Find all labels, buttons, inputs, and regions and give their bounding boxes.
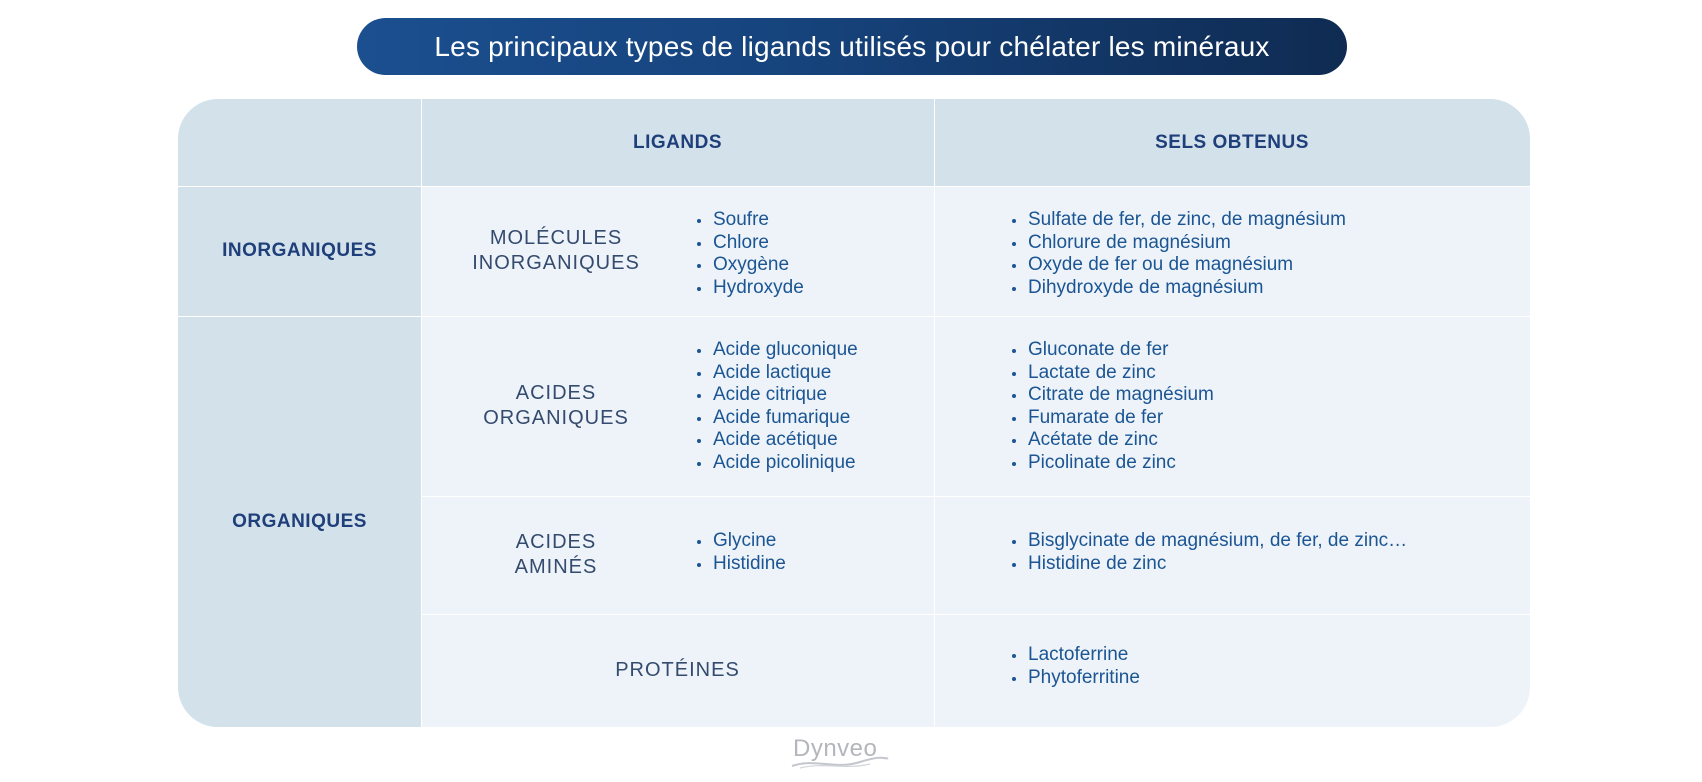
ligands-table xyxy=(178,99,1530,727)
group-label-molecules-inorganiques xyxy=(421,186,691,316)
list-item: Acide lactique xyxy=(695,362,858,385)
list-item: Acétate de zinc xyxy=(1010,429,1214,452)
list-item: Acide picolinique xyxy=(695,452,858,475)
list-item: Phytoferritine xyxy=(1010,667,1140,690)
list-item: Acide acétique xyxy=(695,429,858,452)
list-item: Picolinate de zinc xyxy=(1010,452,1214,475)
list-item: Lactate de zinc xyxy=(1010,362,1214,385)
group-label-line: INORGANIQUES xyxy=(472,252,640,274)
ligand-list xyxy=(695,209,804,299)
salt-list xyxy=(1010,644,1140,689)
list-item: Soufre xyxy=(695,209,804,232)
wave-swoosh-icon xyxy=(790,756,890,770)
header-ligands: LIGANDS xyxy=(633,131,722,153)
list-item: Chlore xyxy=(695,232,804,255)
logo-wordmark: Dynveo xyxy=(793,735,878,762)
salt-list xyxy=(1010,209,1346,299)
group-label-line: ACIDES xyxy=(515,531,597,553)
dynveo-logo xyxy=(760,732,910,772)
column-divider xyxy=(934,99,935,727)
list-item: Oxyde de fer ou de magnésium xyxy=(1010,254,1346,277)
page-title: Les principaux types de ligands utilisés pour chélater les minéraux xyxy=(357,18,1347,75)
list-item: Oxygène xyxy=(695,254,804,277)
group-label-line: PROTÉINES xyxy=(615,659,740,681)
list-item: Gluconate de fer xyxy=(1010,339,1214,362)
list-item: Lactoferrine xyxy=(1010,644,1140,667)
group-label-line: ORGANIQUES xyxy=(483,407,629,429)
list-item: Citrate de magnésium xyxy=(1010,384,1214,407)
list-item: Acide gluconique xyxy=(695,339,858,362)
group-label-acides-organiques xyxy=(421,316,691,496)
salt-list xyxy=(1010,530,1407,575)
category-inorganiques: INORGANIQUES xyxy=(222,240,377,261)
list-item: Chlorure de magnésium xyxy=(1010,232,1346,255)
ligand-list xyxy=(695,339,858,474)
group-label-line: ACIDES xyxy=(515,382,597,404)
list-item: Hydroxyde xyxy=(695,277,804,300)
list-item: Histidine de zinc xyxy=(1010,553,1407,576)
group-label-line: AMINÉS xyxy=(514,556,598,578)
category-organiques: ORGANIQUES xyxy=(232,510,367,532)
group-label-proteines xyxy=(421,614,934,727)
list-item: Bisglycinate de magnésium, de fer, de zinc… xyxy=(1010,530,1407,553)
group-label-acides-amines xyxy=(421,496,691,614)
group-label-line: MOLÉCULES xyxy=(489,227,623,249)
list-item: Acide citrique xyxy=(695,384,858,407)
salt-list xyxy=(1010,339,1214,474)
list-item: Sulfate de fer, de zinc, de magnésium xyxy=(1010,209,1346,232)
ligand-list xyxy=(695,530,786,575)
list-item: Glycine xyxy=(695,530,786,553)
list-item: Fumarate de fer xyxy=(1010,407,1214,430)
list-item: Dihydroxyde de magnésium xyxy=(1010,277,1346,300)
list-item: Acide fumarique xyxy=(695,407,858,430)
list-item: Histidine xyxy=(695,553,786,576)
header-sels-obtenus: SELS OBTENUS xyxy=(1155,131,1309,153)
